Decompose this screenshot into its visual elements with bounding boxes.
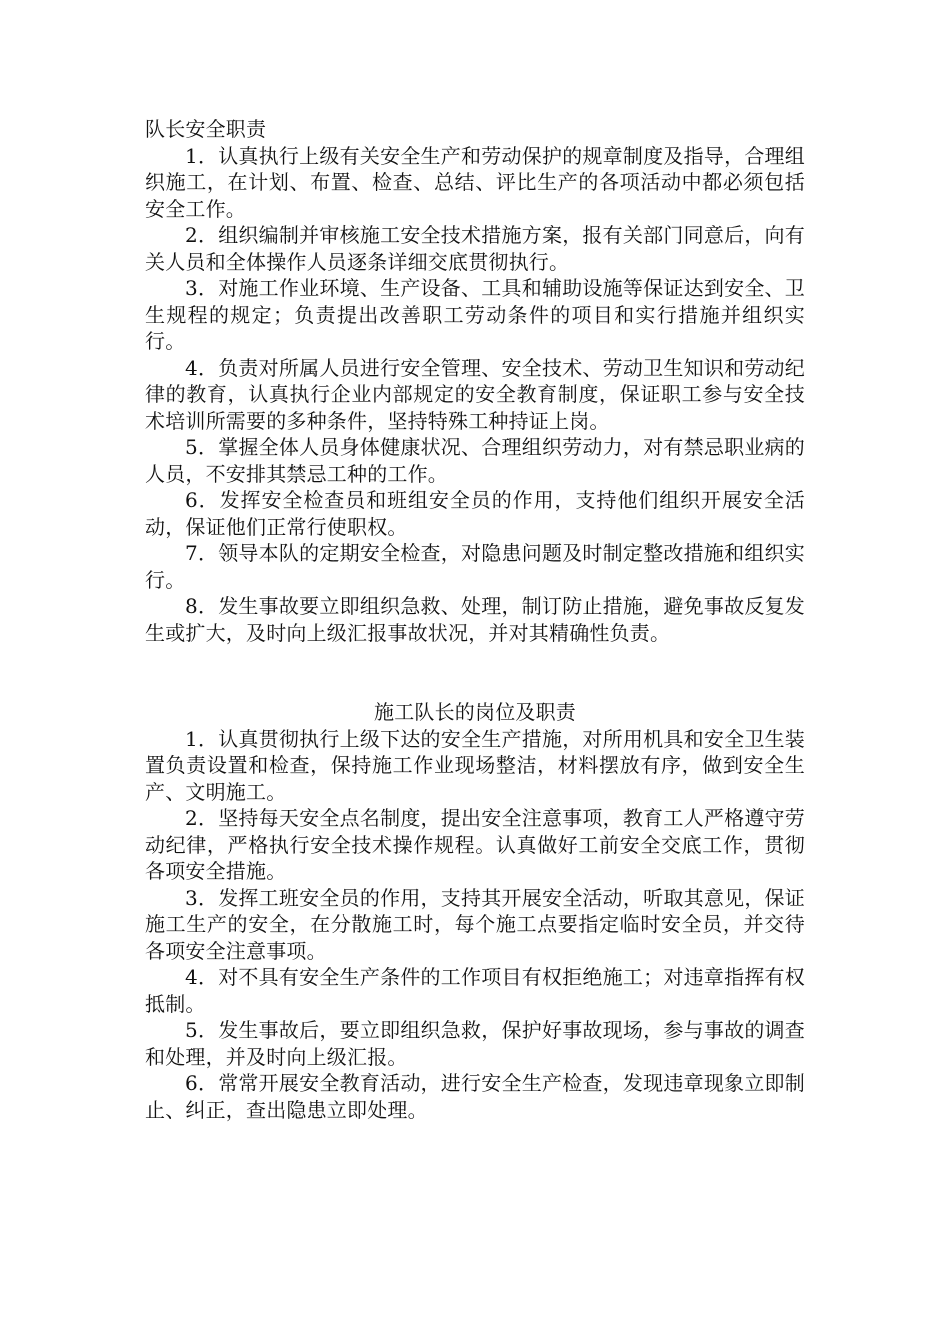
section-spacer xyxy=(145,646,805,699)
paragraph: 7．领导本队的定期安全检查，对隐患问题及时制定整改措施和组织实行。 xyxy=(145,541,805,592)
paragraph: 1．认真贯彻执行上级下达的安全生产措施，对所用机具和安全卫生装置负责设置和检查，保持施工作业现场整洁，材料摆放有序，做到安全生产、文明施工。 xyxy=(145,726,805,804)
paragraph: 2．组织编制并审核施工安全技术措施方案，报有关部门同意后，向有关人员和全体操作人员逐条详细交底贯彻执行。 xyxy=(145,223,805,274)
section-title-captain-safety: 队长安全职责 xyxy=(145,117,267,141)
paragraph: 6．常常开展安全教育活动，进行安全生产检查，发现违章现象立即制止、纠正，查出隐患立即处理。 xyxy=(145,1071,805,1122)
paragraph: 6．发挥安全检查员和班组安全员的作用，支持他们组织开展安全活动，保证他们正常行使职权。 xyxy=(145,488,805,539)
paragraph: 5．掌握全体人员身体健康状况、合理组织劳动力，对有禁忌职业病的人员，不安排其禁忌工种的工作。 xyxy=(145,435,805,486)
paragraph: 4．对不具有安全生产条件的工作项目有权拒绝施工；对违章指挥有权抵制。 xyxy=(145,965,805,1016)
paragraph: 5．发生事故后，要立即组织急救，保护好事故现场，参与事故的调查和处理，并及时向上级汇报。 xyxy=(145,1018,805,1069)
paragraph: 1．认真执行上级有关安全生产和劳动保护的规章制度及指导，合理组织施工，在计划、布置、检查、总结、评比生产的各项活动中都必须包括安全工作。 xyxy=(145,143,805,221)
paragraph: 3．对施工作业环境、生产设备、工具和辅助设施等保证达到安全、卫生规程的规定；负责提出改善职工劳动条件的项目和实行措施并组织实行。 xyxy=(145,276,805,353)
section-title-construction-captain: 施工队长的岗位及职责 xyxy=(374,700,576,724)
paragraph: 2．坚持每天安全点名制度，提出安全注意事项，教育工人严格遵守劳动纪律，严格执行安全技术操作规程。认真做好工前安全交底工作，贯彻各项安全措施。 xyxy=(145,806,805,883)
document-body xyxy=(145,116,805,1123)
paragraph: 3．发挥工班安全员的作用，支持其开展安全活动，听取其意见，保证施工生产的安全，在分散施工时，每个施工点要指定临时安全员，并交待各项安全注意事项。 xyxy=(145,885,805,963)
paragraph: 4．负责对所属人员进行安全管理、安全技术、劳动卫生知识和劳动纪律的教育，认真执行企业内部规定的安全教育制度，保证职工参与安全技术培训所需要的多种条件，坚持特殊工种持证上岗。 xyxy=(145,355,805,433)
paragraph: 8．发生事故要立即组织急救、处理，制订防止措施，避免事故反复发生或扩大，及时向上级汇报事故状况，并对其精确性负责。 xyxy=(145,594,805,645)
